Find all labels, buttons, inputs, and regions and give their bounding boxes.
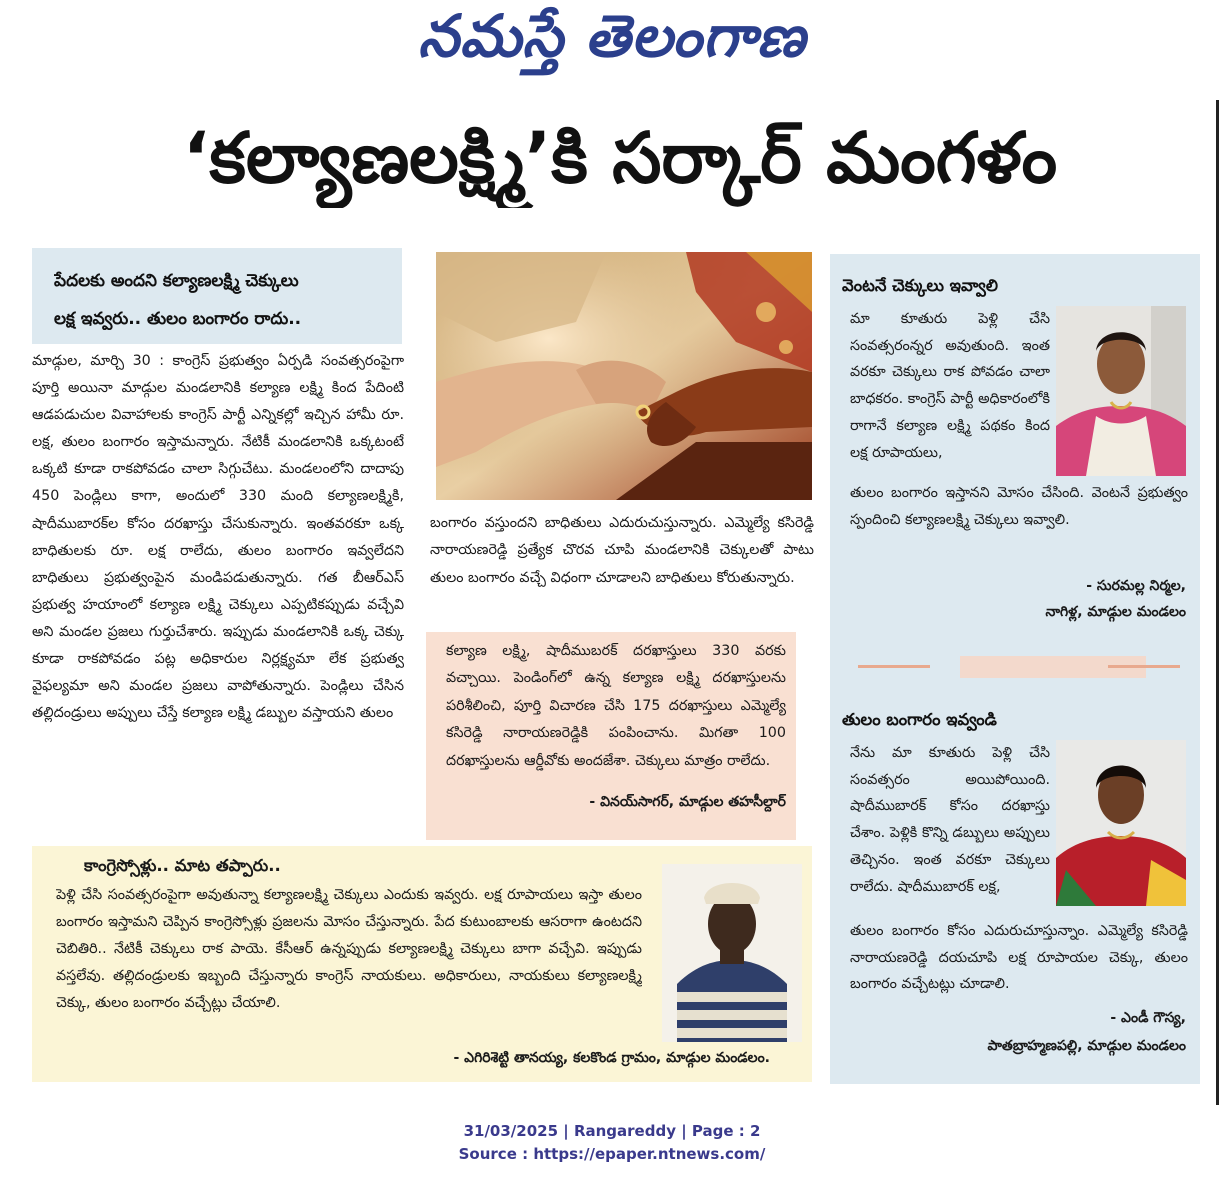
villager-quote-title: కాంగ్రెస్సోళ్లు.. మాట తప్పారు..	[84, 856, 281, 875]
side-second-title: తులం బంగారం ఇవ్వండి	[842, 710, 997, 729]
side-first-signature-name: - సురమల్ల నిర్మల,	[1086, 578, 1186, 594]
wedding-photo-illustration	[436, 252, 812, 500]
main-article-continuation: బంగారం వస్తుందని బాధితులు ఎదురుచుస్తున్నారు. ఎమ్మెల్యే కసిరెడ్డి నారాయణరెడ్డి ప్రత్యేక చొరవ చూపి మండలానికి చెక్కులతో పాటు తులం బంగారం వచ్చే విధంగా చూడాలని బాధితులు కోరుతున్నారు.	[430, 515, 814, 586]
side-second-signature-place: పాతబ్రాహ్మణపల్లి, మాడ్గుల మండలం	[987, 1038, 1186, 1054]
side-first-title: వెంటనే చెక్కులు ఇవ్వాలి	[842, 276, 998, 295]
tahsildar-quote-box	[426, 632, 796, 840]
section-divider	[858, 654, 1180, 680]
side-first-text-narrow: మా కూతురు పెళ్లి చేసి సంవత్సరంన్నర అవుతుంది. ఇంత వరకూ చెక్కులు రాక పోవడం చాలా బాధకరం. కాంగ్రెస్ పార్టీ అధికారంలోకి రాగానే కల్యాణ లక్ష్మి పథకం కింద లక్ష రూపాయలు,	[850, 311, 1050, 461]
villager-quote-signature: - ఎగిరిశెట్టి తానయ్య, కలకొండ గ్రామం, మాడ్గుల మండలం.	[453, 1050, 770, 1066]
villager-quote-text: పెళ్లి చేసి సంవత్సరంపైగా అవుతున్నా కల్యాణలక్ష్మి చెక్కులు ఎందుకు ఇవ్వరు. లక్ష రూపాయలు ఇస్తా తులం బంగారం ఇస్తామని చెప్పిన కాంగ్రెస్సోళ్లు ప్రజలను మోసం చేస్తున్నారు. పేద కుటుంబాలకు ఆసరాగా ఉంటదని చెబితిరి.. నేటికీ చెక్కులు రాక పాయె. కేసీఆర్ ఉన్నప్పుడు కల్యాణలక్ష్మి చెక్కులు బాగా వచ్చేవి. ఇప్పుడు వస్తలేవు. తల్లిదండ్రులకు ఇబ్బంది చేస్తున్నారు కాంగ్రెస్ నాయకులు. అధికారులు, నాయకులు కల్యాణలక్ష్మి చెక్కు, తులం బంగారం వచ్చేట్లు చేయాలి.	[56, 887, 642, 1011]
subheading-line-1: పేదలకు అందని కల్యాణలక్ష్మి చెక్కులు	[54, 271, 299, 291]
headline-text: ‘కల్యాణలక్ష్మి’కి సర్కార్ మంగళం	[182, 117, 1058, 199]
tahsildar-quote-text: కల్యాణ లక్ష్మి, షాదీముబరక్ దరఖాస్తులు 330 వరకు వచ్చాయి. పెండింగ్‌లో ఉన్న కల్యాణ లక్ష్మి దరఖాస్తులను పరిశీలించి, పూర్తి విచారణ చేసి 175 దరఖాస్తులు ఎమ్మెల్యే కసిరెడ్డి నారాయణరెడ్డికి పంపించాను. మిగతా 100 దరఖాస్తులను ఆర్డీవోకు అందజేశా. చెక్కులు మాత్రం రాలేదు.	[446, 643, 786, 769]
wedding-hands-photo	[436, 252, 812, 500]
side-second-signature-name: - ఎండీ గౌస్య,	[1110, 1010, 1186, 1026]
tahsildar-signature: - వినయ్‌సాగర్, మాడ్గుల తహసీల్దార్	[589, 794, 786, 810]
woman-portrait-1-illustration	[1056, 306, 1186, 476]
page-edge-rule	[1216, 100, 1219, 1105]
footer-source: Source : https://epaper.ntnews.com/	[458, 1145, 766, 1163]
subheading-line-2: లక్ష ఇవ్వరు.. తులం బంగారం రాదు..	[54, 309, 302, 329]
main-article-body: మాడ్గుల, మార్చి 30 : కాంగ్రెస్ ప్రభుత్వం ఏర్పడి సంవత్సరంపైగా పూర్తి అయినా మాడ్గుల మండలానికి కల్యాణ లక్ష్మి కింద పేదింటి ఆడపడుచుల వివాహాలకు కాంగ్రెస్ పార్టీ ఎన్నికల్లో ఇచ్చిన హామీ రూ. లక్ష, తులం బంగారం ఇస్తామన్నారు. నేటికీ మండలానికి ఒక్కటంటే ఒక్కటి కూడా రాకపోవడం చాలా సిగ్గుచేటు. మండలంలోని దాదాపు 450 పెండ్లిలు కాగా, అందులో 330 మంది కల్యాణలక్ష్మికి, షాదీముబారక్‌ల కోసం దరఖాస్తు చేసుకున్నారు. ఇంతవరకూ ఒక్క బాధితులకు రూ. లక్ష రాలేదు, తులం బంగారం ఇవ్వలేదని బాధితులు ప్రభుత్వంపైన మండిపడుతున్నారు. గత బీఆర్‌ఎస్ ప్రభుత్వ హయాంలో కల్యాణ లక్ష్మి చెక్కులు ఎప్పటికప్పుడు వచ్చేవి అని మండల ప్రజలు గుర్తుచేశారు. ఇప్పుడు మండలానికి ఒక్క చెక్కు కూడా రాకపోవడం పట్ల అధికారుల నిర్లక్ష్యమా లేక ప్రభుత్వ వైఫల్యమా అని మండల ప్రజలు వాపోతున్నారు. పెండ్లిలు చేసిన తల్లిదండ్రులు అప్పులు చేస్తే కల్యాణ లక్ష్మి డబ్బుల వస్తాయని తులం	[32, 353, 404, 722]
woman-portrait-1	[1056, 306, 1186, 476]
side-second-text-wide: తులం బంగారం కోసం ఎదురుచూస్తున్నాం. ఎమ్మెల్యే కసిరెడ్డి నారాయణరెడ్డి దయచూపి లక్ష రూపాయల చెక్కు, తులం బంగారం వచ్చేటట్లు చూడాలి.	[850, 923, 1188, 993]
side-column	[830, 254, 1200, 1084]
masthead-title: నమస్తే తెలంగాణ	[418, 2, 806, 70]
villager-quote-box	[32, 846, 812, 1082]
headline	[40, 108, 1200, 208]
subheading-box	[32, 248, 402, 344]
man-portrait	[662, 864, 802, 1042]
side-first-text-wide: తులం బంగారం ఇస్తానని మోసం చేసింది. వెంటనే ప్రభుత్వం స్పందించి కల్యాణలక్ష్మి చెక్కులు ఇవ్వాలి.	[850, 485, 1188, 528]
side-first-signature-place: నాగిళ్ల, మాడ్గుల మండలం	[1045, 604, 1186, 620]
page-footer	[0, 1120, 1224, 1166]
side-second-text-narrow: నేను మా కూతురు పెళ్లి చేసి సంవత్సరం అయిపోయింది. షాదీముబారక్ కోసం దరఖాస్తు చేశాం. పెళ్లికి కొన్ని డబ్బులు అప్పులు తెచ్చినం. ఇంత వరకూ చెక్కులు రాలేదు. షాదీముబారక్ లక్ష,	[850, 745, 1050, 895]
man-portrait-illustration	[662, 864, 802, 1042]
woman-portrait-2	[1056, 740, 1186, 906]
newspaper-masthead	[0, 2, 1224, 78]
woman-portrait-2-illustration	[1056, 740, 1186, 906]
footer-date-edition: 31/03/2025 | Rangareddy | Page : 2	[463, 1122, 761, 1140]
